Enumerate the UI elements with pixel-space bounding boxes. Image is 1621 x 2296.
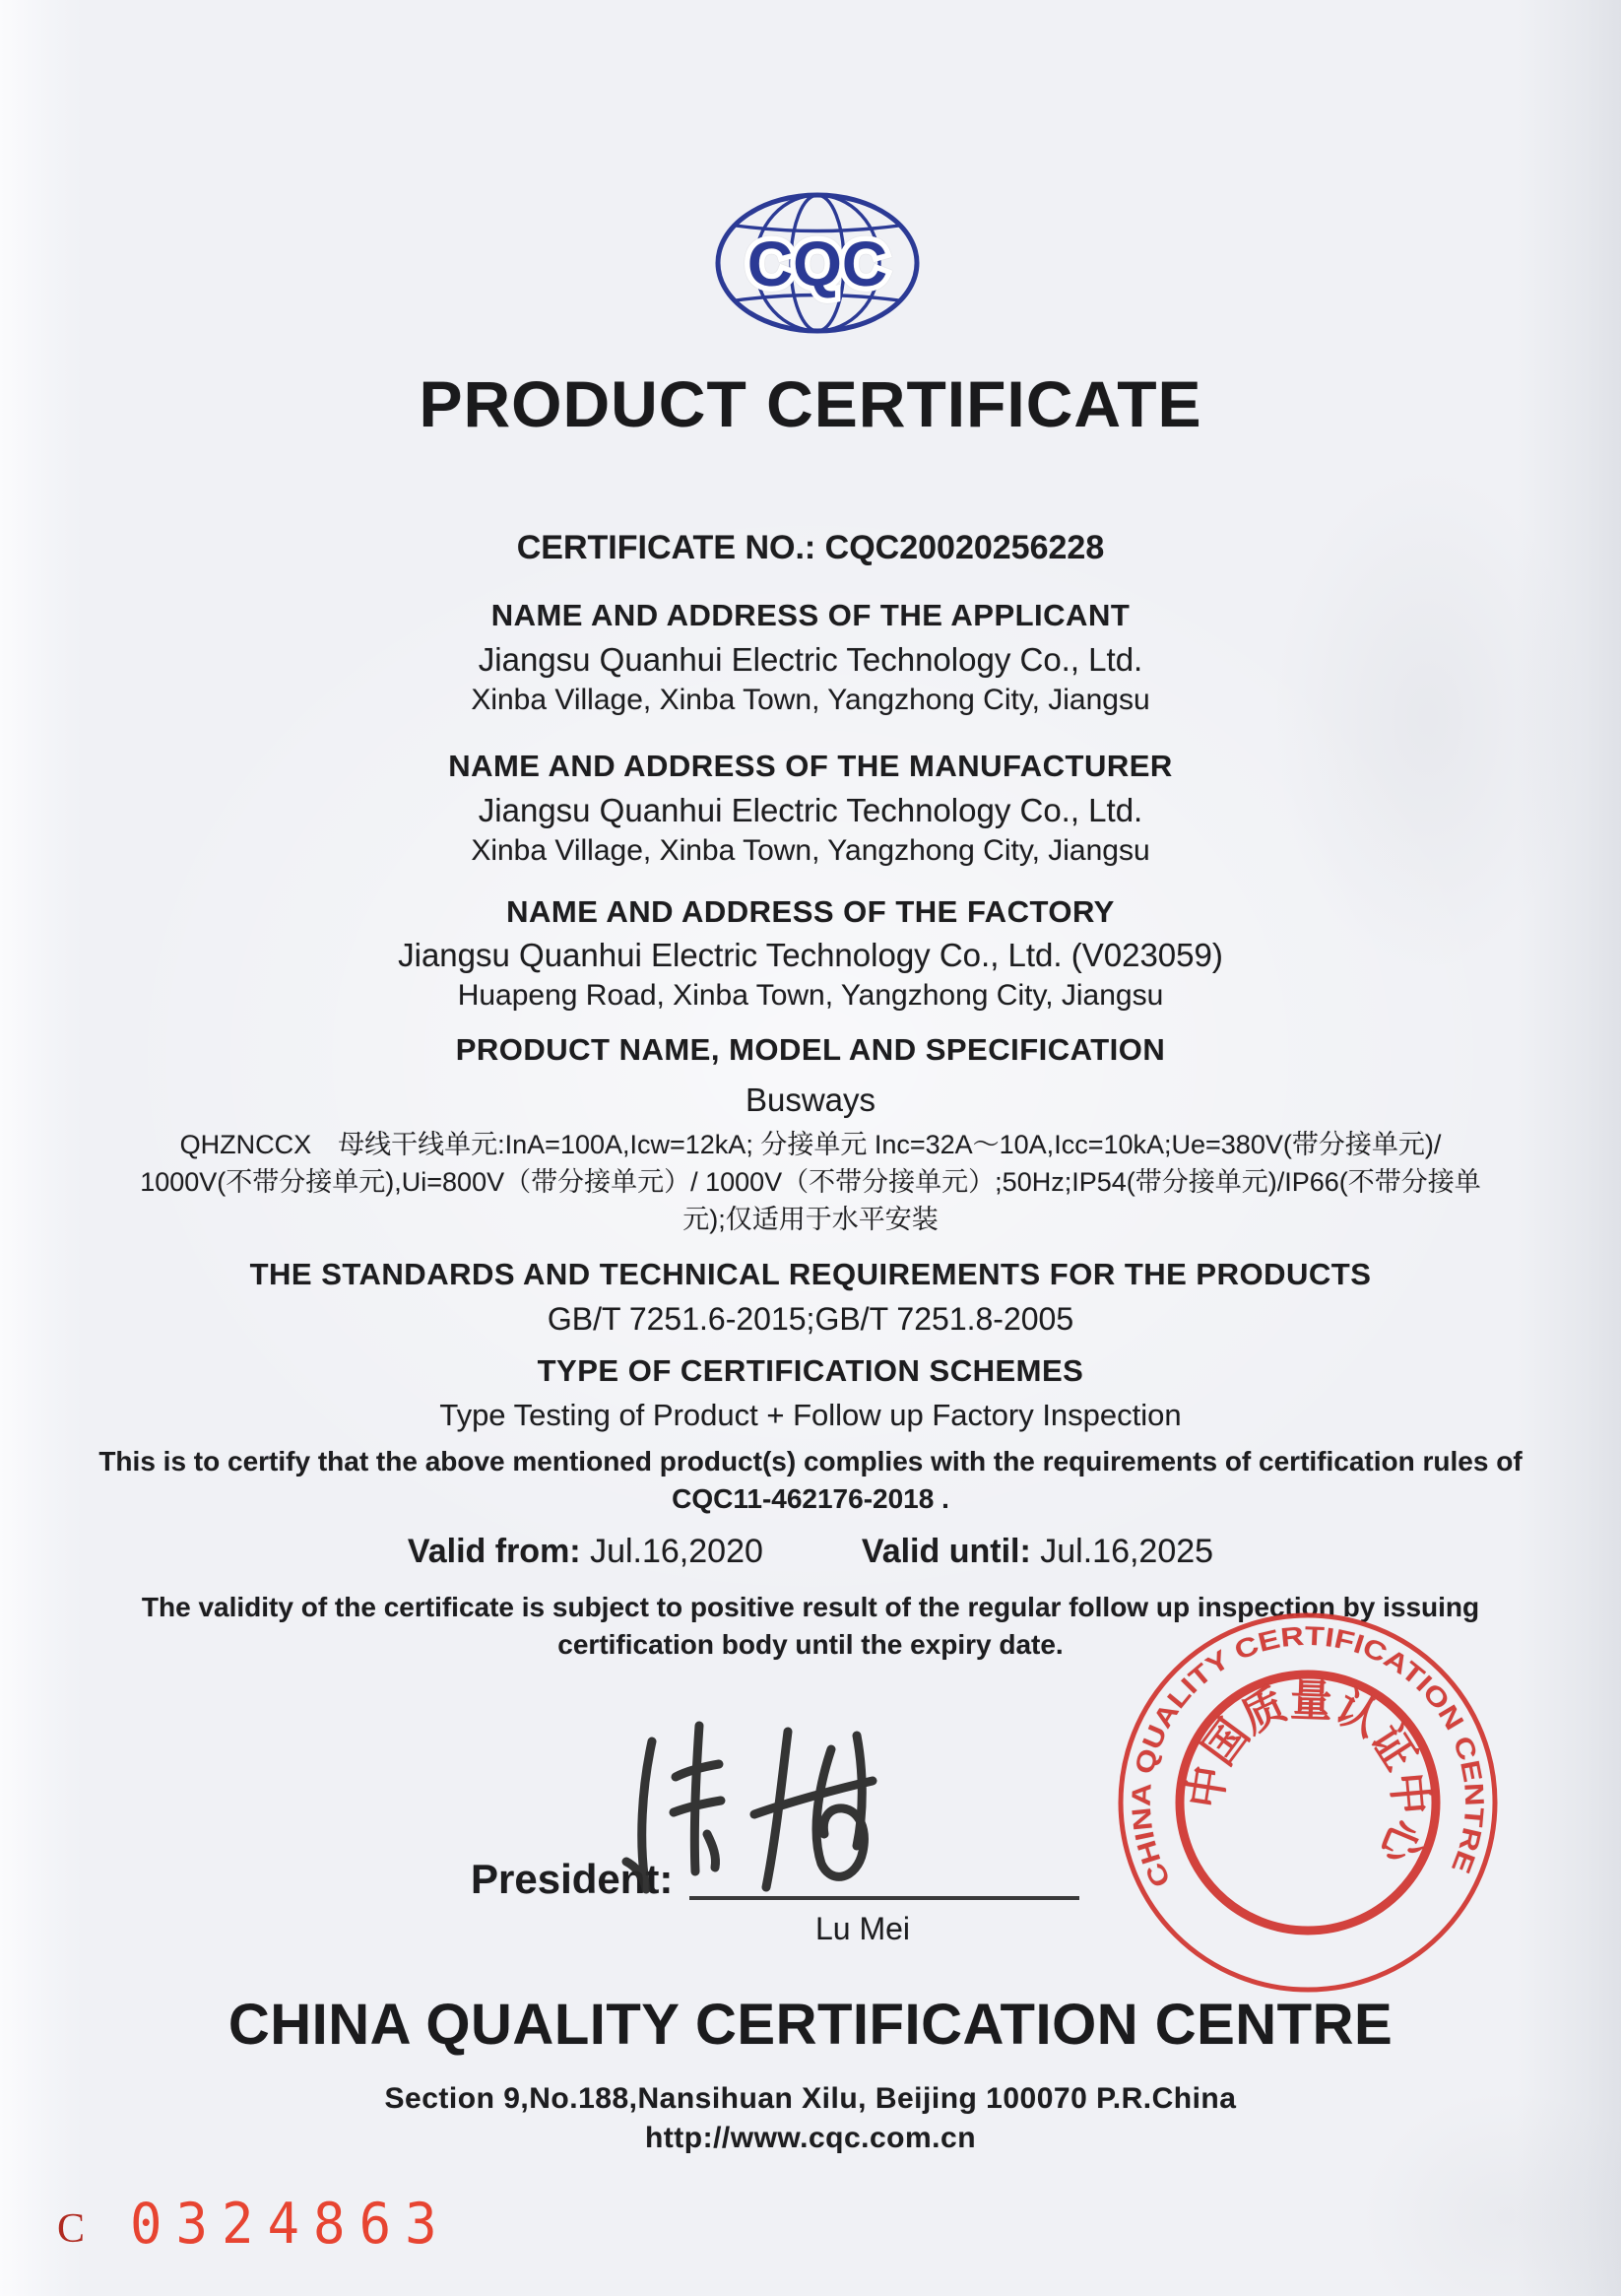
- certificate-number-line: [0, 529, 1621, 567]
- factory-heading: NAME AND ADDRESS OF THE FACTORY: [506, 894, 1115, 929]
- applicant-name: Jiangsu Quanhui Electric Technology Co., Ltd.: [478, 641, 1143, 678]
- certificate-number-label: CERTIFICATE NO.:: [516, 529, 816, 566]
- manufacturer-name: Jiangsu Quanhui Electric Technology Co., Ltd.: [478, 792, 1143, 828]
- standards-heading: THE STANDARDS AND TECHNICAL REQUIREMENTS FOR THE PRODUCTS: [249, 1257, 1372, 1291]
- valid-from-date: Jul.16,2020: [590, 1533, 763, 1570]
- president-label: President:: [471, 1856, 674, 1902]
- footer-website: http://www.cqc.com.cn: [644, 2122, 977, 2154]
- validity-note: The validity of the certificate is subject to positive result of the regular follow up inspection by issuing certification body until the expiry date.: [141, 1592, 1480, 1660]
- stamp-ring-text: CHINA QUALITY CERTIFICATION CENTRE: [1126, 1620, 1490, 1892]
- serial-number: [57, 2193, 451, 2255]
- president-name: Lu Mei: [814, 1911, 911, 1946]
- factory-name: Jiangsu Quanhui Electric Technology Co., Ltd. (V023059): [398, 937, 1223, 973]
- president-signature: [609, 1716, 904, 1913]
- applicant-address: Xinba Village, Xinba Town, Yangzhong City, Jiangsu: [471, 684, 1150, 716]
- valid-until: [862, 1533, 1213, 1571]
- manufacturer-address: Xinba Village, Xinba Town, Yangzhong City, Jiangsu: [471, 834, 1150, 867]
- schemes-value: Type Testing of Product + Follow up Factory Inspection: [439, 1398, 1182, 1432]
- validity-dates-row: [0, 1533, 1621, 1571]
- product-heading: PRODUCT NAME, MODEL AND SPECIFICATION: [455, 1032, 1166, 1067]
- product-specification: QHZNCCX 母线干线单元:InA=100A,Icw=12kA; 分接单元 Inc=32A～10A,Icc=10kA;Ue=380V(带分接单元)/ 1000V(不带分接单元),Ui=800V（带分接单元）/ 1000V（不带分接单元）;50Hz;IP54(带分接单元)/IP66(不带分接单元);仅适用于水平安装: [140, 1130, 1481, 1234]
- signature-line: [689, 1896, 1079, 1900]
- valid-until-label: Valid until:: [861, 1533, 1031, 1570]
- schemes-heading: TYPE OF CERTIFICATION SCHEMES: [537, 1353, 1084, 1388]
- standards-value: GB/T 7251.6-2015;GB/T 7251.8-2005: [547, 1301, 1074, 1337]
- cqc-logo: [708, 187, 927, 339]
- factory-address: Huapeng Road, Xinba Town, Yangzhong City, Jiangsu: [457, 979, 1164, 1012]
- footer-address: Section 9,No.188,Nansihuan Xilu, Beijing 100070 P.R.China: [384, 2082, 1237, 2115]
- scan-smudge: [1359, 2088, 1621, 2296]
- footer-organization: CHINA QUALITY CERTIFICATION CENTRE: [227, 1993, 1394, 2057]
- page-title: PRODUCT CERTIFICATE: [419, 367, 1202, 440]
- manufacturer-heading: NAME AND ADDRESS OF THE MANUFACTURER: [448, 749, 1173, 783]
- valid-from-label: Valid from:: [407, 1533, 581, 1570]
- cqc-logo-text: CQC: [746, 229, 888, 299]
- product-name: Busways: [745, 1082, 876, 1118]
- certify-statement: This is to certify that the above mentioned product(s) complies with the requirements of certification rules of CQC11-462176-2018 .: [98, 1446, 1523, 1514]
- cqc-red-stamp: [1109, 1604, 1507, 2001]
- applicant-heading: NAME AND ADDRESS OF THE APPLICANT: [490, 598, 1131, 632]
- valid-until-date: Jul.16,2025: [1040, 1533, 1214, 1570]
- stamp-inner-text: 中国质量认证中心: [1180, 1675, 1436, 1873]
- certificate-number-value: CQC20020256228: [824, 529, 1105, 566]
- valid-from: [408, 1533, 763, 1571]
- serial-digits: 0324863: [130, 2191, 451, 2257]
- serial-prefix: C: [57, 2206, 86, 2252]
